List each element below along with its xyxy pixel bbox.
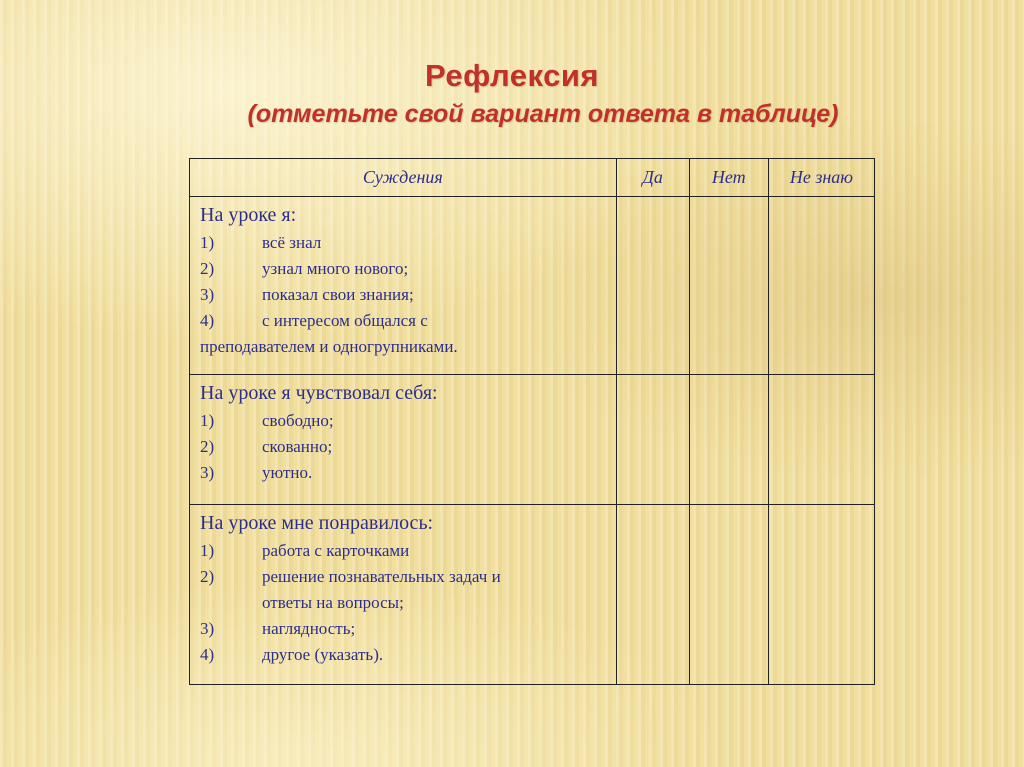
item-number: 2) [200,259,215,278]
page-title: Рефлексия [424,58,600,93]
item-text: с интересом общался с [262,311,428,330]
table-row [190,197,875,375]
answer-no-cell[interactable] [689,375,768,505]
answer-no-cell[interactable] [689,505,768,685]
answer-yes-cell[interactable] [616,197,689,375]
page-subtitle: (отметьте свой вариант ответа в таблице) [247,100,839,128]
list-item [200,616,610,642]
item-number: 4) [200,311,215,330]
item-text: другое (указать). [262,645,384,664]
row-heading: На уроке я: [200,204,297,226]
table-header-row [190,159,875,197]
item-continuation: преподавателем и одногрупниками. [200,337,458,356]
statement-cell [190,505,617,685]
list-item [200,282,610,308]
item-text: узнал много нового; [262,259,409,278]
item-text: наглядность; [262,619,356,638]
header-no: Нет [689,159,768,197]
statement-cell [190,375,617,505]
header-yes: Да [616,159,689,197]
item-number: 2) [200,437,215,456]
header-dont-know: Не знаю [768,159,874,197]
item-number: 3) [200,285,215,304]
answer-dont-know-cell[interactable] [768,505,874,685]
title-block [0,58,1024,130]
item-text: решение познавательных задач и [262,567,501,586]
answer-dont-know-cell[interactable] [768,197,874,375]
row-heading: На уроке я чувствовал себя: [200,382,438,404]
statement-cell [190,197,617,375]
list-item [200,308,610,334]
item-number: 2) [200,567,215,586]
item-text: свободно; [262,411,334,430]
item-text: уютно. [262,463,313,482]
item-text: всё знал [262,233,322,252]
row-heading: На уроке мне понравилось: [200,512,434,534]
answer-no-cell[interactable] [689,197,768,375]
item-number: 1) [200,233,215,252]
item-text: скованно; [262,437,333,456]
answer-yes-cell[interactable] [616,375,689,505]
list-item [200,434,610,460]
list-item [200,230,610,256]
header-statements: Суждения [190,159,617,197]
reflection-table [189,158,875,685]
table-row [190,505,875,685]
item-number: 1) [200,411,215,430]
item-text: работа с карточками [262,541,410,560]
item-continuation: ответы на вопросы; [262,593,404,612]
table-row [190,375,875,505]
answer-yes-cell[interactable] [616,505,689,685]
list-item [200,256,610,282]
answer-dont-know-cell[interactable] [768,375,874,505]
item-number: 3) [200,463,215,482]
list-item [200,642,610,668]
item-number: 4) [200,645,215,664]
list-item [200,408,610,434]
list-item [200,538,610,564]
item-number: 3) [200,619,215,638]
item-number: 1) [200,541,215,560]
list-item [200,564,610,590]
item-text: показал свои знания; [262,285,414,304]
list-item [200,460,610,486]
